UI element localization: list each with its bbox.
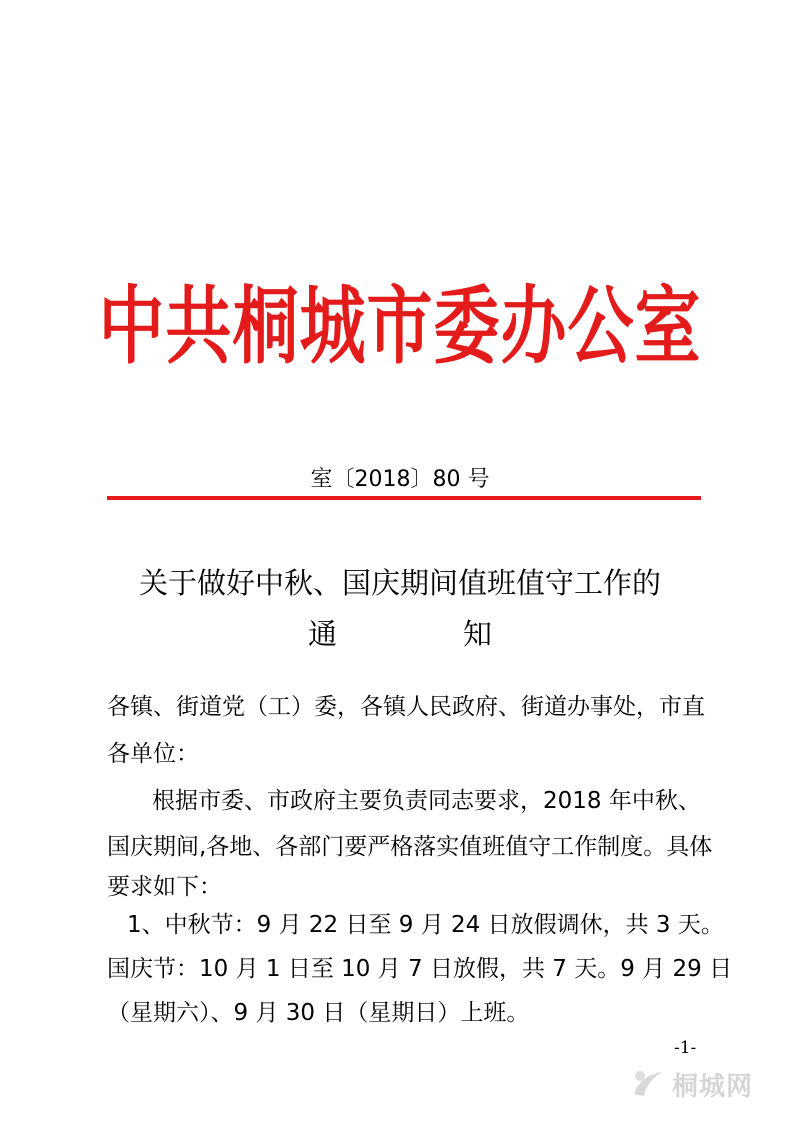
site-watermark [628,1060,778,1110]
notice-title-line-1: 关于做好中秋、国庆期间值班值守工作的 [138,566,661,600]
notice-title-line-2 [0,612,800,653]
notice-title-char-2: 知 [463,617,493,651]
body-line: （星期六）、9 月 30 日（星期日）上班。 [107,1000,530,1026]
body-line: 国庆期间,各地、各部门要严格落实值班值守工作制度。具体 [107,834,713,860]
body-line: 国庆节：10 月 1 日至 10 月 7 日放假，共 7 天。9 月 29 日 [107,956,733,982]
watermark-logo-icon [628,1064,668,1104]
body-line: 1、中秋节：9 月 22 日至 9 月 24 日放假调休，共 3 天。 [127,912,724,938]
issuing-organization-title: 中共桐城市委办公室 [98,275,702,376]
notice-title-char-1: 通 [307,617,337,651]
page-number: -1- [674,1038,697,1058]
body-line: 要求如下： [107,874,222,900]
body-line: 各镇、街道党（工）委，各镇人民政府、街道办事处，市直 [107,694,705,720]
body-line: 根据市委、市政府主要负责同志要求，2018 年中秋、 [152,788,701,814]
body-line: 各单位： [107,741,199,767]
red-divider-line [107,496,701,500]
watermark-text: 桐城网 [672,1072,754,1102]
document-number: 室〔2018〕80 号 [310,467,490,492]
